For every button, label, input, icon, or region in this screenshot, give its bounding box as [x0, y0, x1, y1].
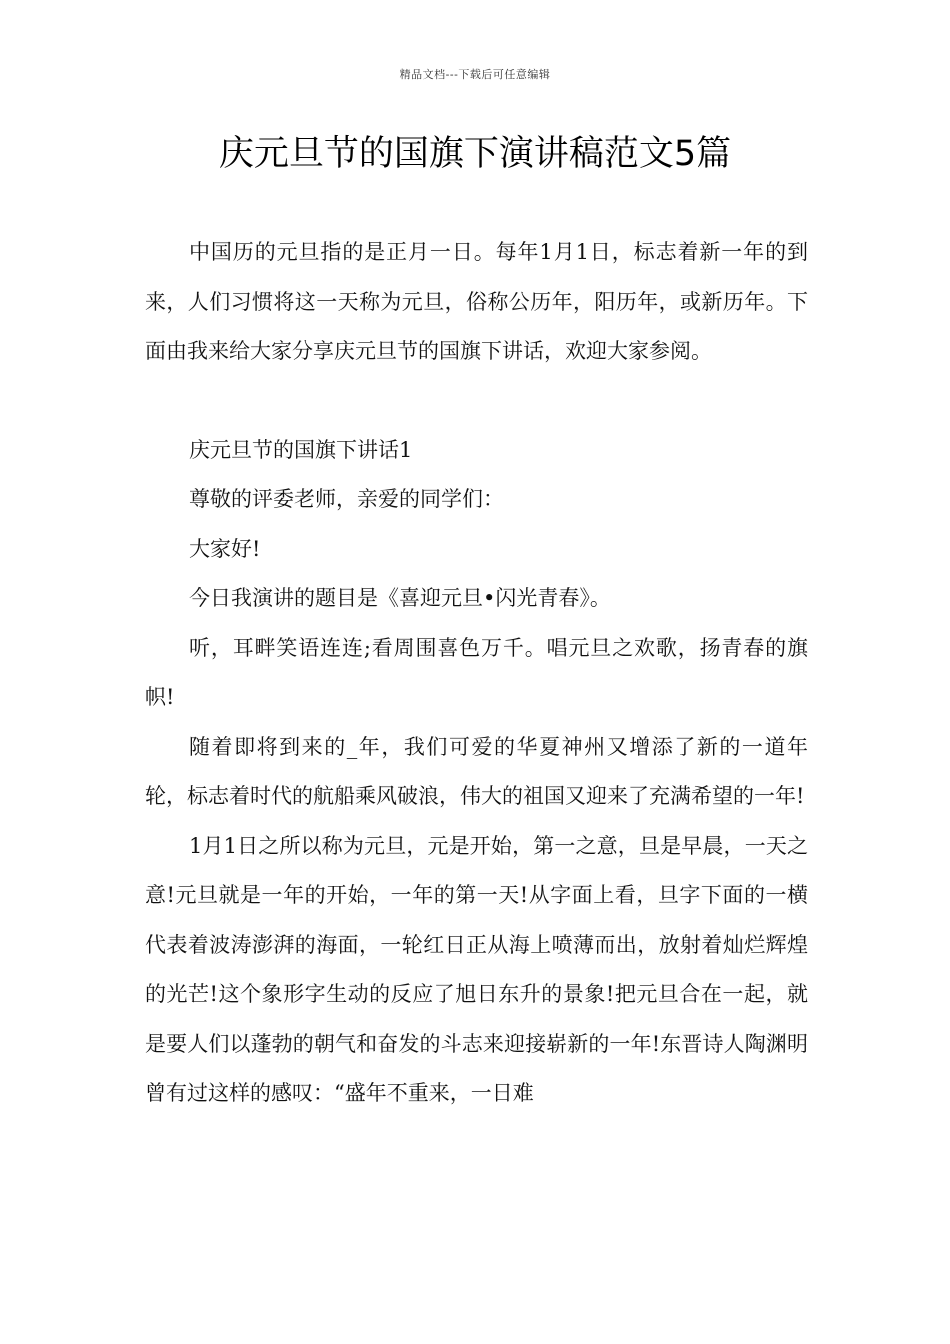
- page-header-note: 精品文档---下载后可任意编辑: [399, 68, 551, 81]
- greeting-paragraph: 大家好!: [189, 536, 261, 561]
- intro-paragraph: 中国历的元旦指的是正月一日。每年1月1日，标志着新一年的到来，人们习惯将这一天称为元旦，俗称公历年，阳历年，或新历年。下面由我来给大家分享庆元旦节的国旗下讲话，欢迎大家参阅。: [145, 240, 808, 363]
- body-paragraph: 1月1日之所以称为元旦，元是开始，第一之意，旦是早晨，一天之意!元旦就是一年的开始，一年的第一天!从字面上看，旦字下面的一横代表着波涛澎湃的海面，一轮红日正从海上喷薄而出，放射着灿烂辉煌的光芒!这个象形字生动的反应了旭日东升的景象!把元旦合在一起，就是要人们以蓬勃的朝气和奋发的斗志来迎接崭新的一年!东晋诗人陶渊明曾有过这样的感叹：“盛年不重来，一日难: [145, 833, 808, 1105]
- document-body: [145, 228, 808, 1119]
- topic-paragraph: 今日我演讲的题目是《喜迎元旦•闪光青春》。: [189, 586, 611, 610]
- document-title: 庆元旦节的国旗下演讲稿范文5篇: [218, 134, 732, 174]
- section-heading: 庆元旦节的国旗下讲话1: [189, 437, 413, 462]
- body-paragraph: 听，耳畔笑语连连;看周围喜色万千。唱元旦之欢歌，扬青春的旗帜!: [145, 635, 808, 709]
- salutation-paragraph: 尊敬的评委老师，亲爱的同学们：: [189, 487, 504, 511]
- body-paragraph: 随着即将到来的_年，我们可爱的华夏神州又增添了新的一道年轮，标志着时代的航船乘风破浪，伟大的祖国又迎来了充满希望的一年!: [145, 734, 808, 808]
